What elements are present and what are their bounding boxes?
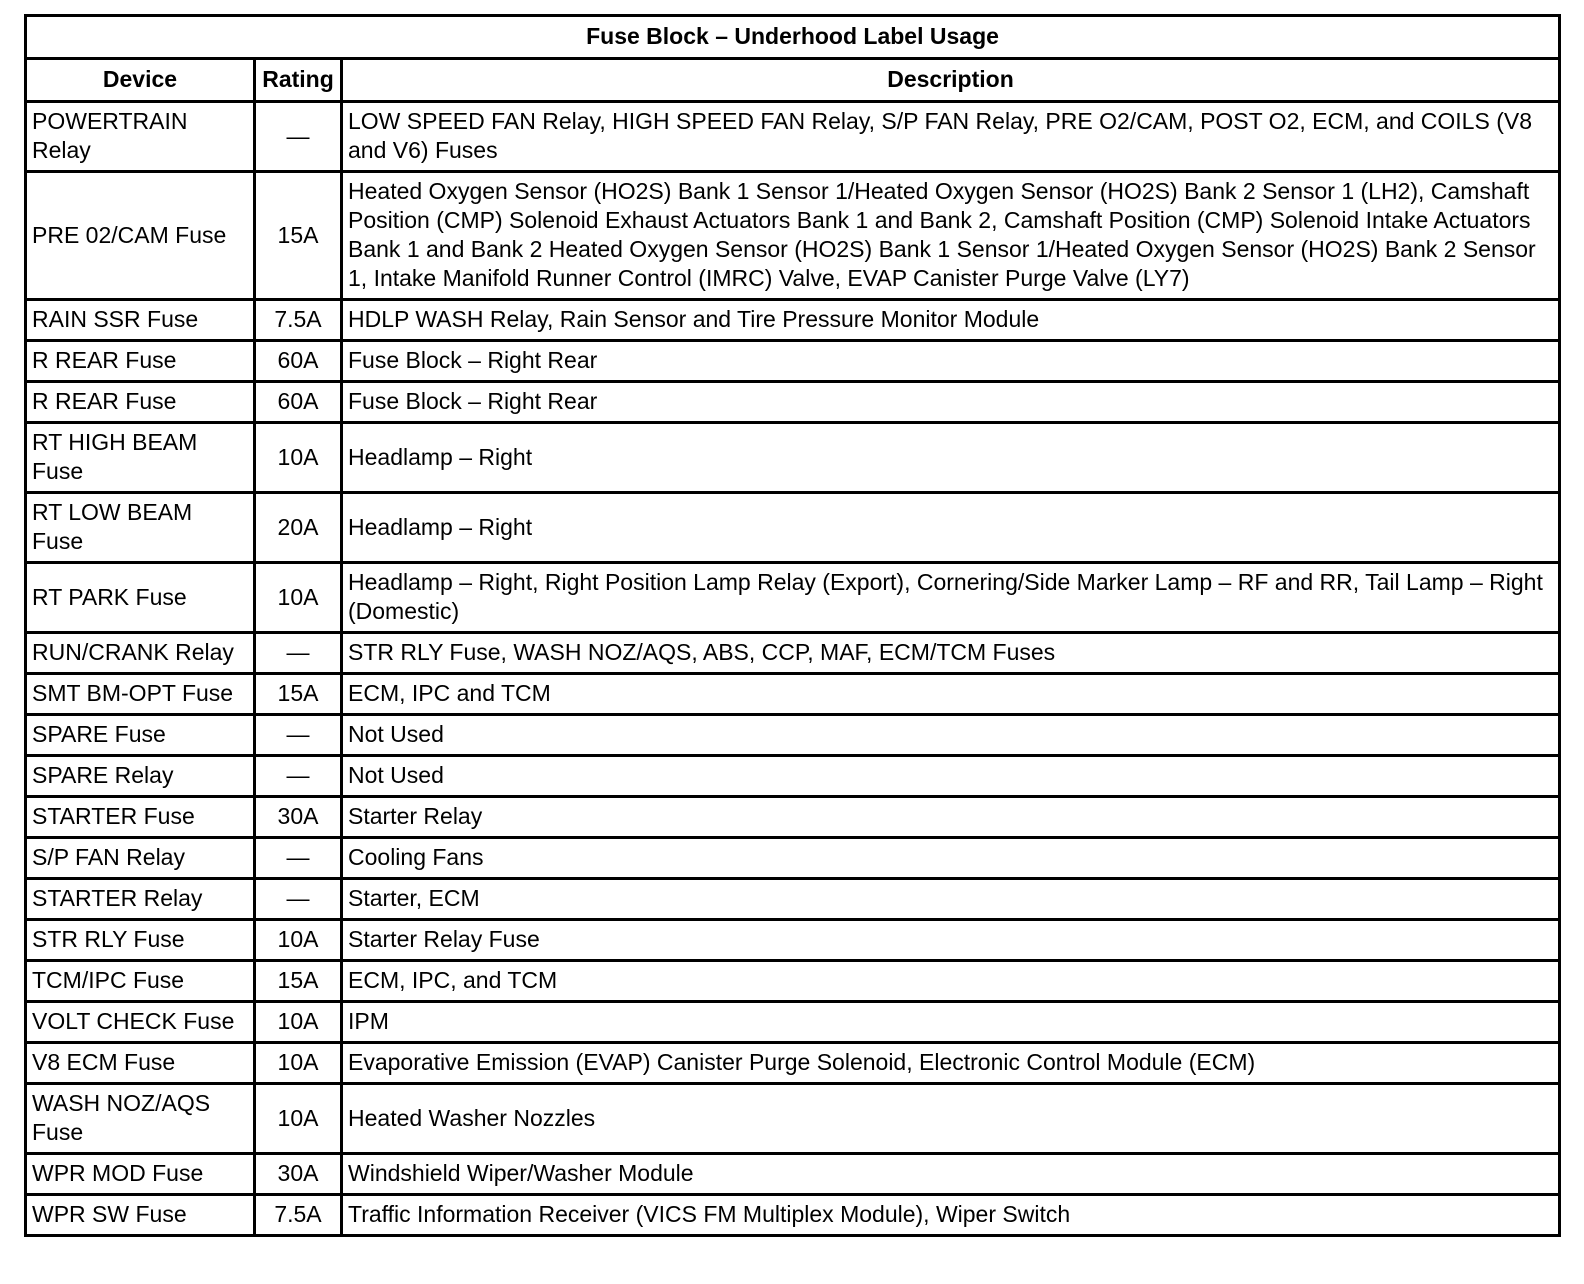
description-cell: Heated Oxygen Sensor (HO2S) Bank 1 Sensor 1/Heated Oxygen Sensor (HO2S) Bank 2 Sensor 1 (LH2), Camshaft Position (CMP) Solenoid Exhaust Actuators Bank 1 and Bank 2, Camshaft Position (CMP) Solenoid Intake Actuators Bank 1 and Bank 2 Heated Oxygen Sensor (HO2S) Bank 1 Sensor 1/Heated Oxygen Sensor (HO2S) Bank 2 Sensor 1, Intake Manifold Runner Control (IMRC) Valve, EVAP Canister Purge Valve (LY7) [342,172,1560,300]
rating-cell: — [255,879,342,920]
rating-cell: 60A [255,341,342,382]
table-row [26,341,1560,382]
table-row [26,1195,1560,1236]
device-cell: RT PARK Fuse [26,563,255,633]
table-row [26,382,1560,423]
rating-cell: 60A [255,382,342,423]
device-cell: VOLT CHECK Fuse [26,1002,255,1043]
description-cell: IPM [342,1002,1560,1043]
rating-cell: — [255,633,342,674]
device-cell: SMT BM-OPT Fuse [26,674,255,715]
description-cell: Not Used [342,715,1560,756]
table-row [26,1002,1560,1043]
description-cell: Cooling Fans [342,838,1560,879]
column-header-rating: Rating [255,59,342,102]
rating-cell: 30A [255,1154,342,1195]
rating-cell: 30A [255,797,342,838]
device-cell: S/P FAN Relay [26,838,255,879]
rating-cell: 7.5A [255,300,342,341]
rating-cell: 20A [255,493,342,563]
description-cell: Headlamp – Right [342,493,1560,563]
description-cell: Fuse Block – Right Rear [342,341,1560,382]
description-cell: Heated Washer Nozzles [342,1084,1560,1154]
table-row [26,102,1560,172]
table-title: Fuse Block – Underhood Label Usage [26,16,1560,59]
description-cell: Starter Relay [342,797,1560,838]
table-row [26,633,1560,674]
table-row [26,920,1560,961]
device-cell: SPARE Fuse [26,715,255,756]
rating-cell: 15A [255,674,342,715]
rating-cell: — [255,715,342,756]
description-cell: Evaporative Emission (EVAP) Canister Purge Solenoid, Electronic Control Module (ECM) [342,1043,1560,1084]
table-title-row [26,16,1560,59]
column-header-device: Device [26,59,255,102]
rating-cell: 10A [255,423,342,493]
table-row [26,172,1560,300]
device-cell: WPR SW Fuse [26,1195,255,1236]
description-cell: ECM, IPC and TCM [342,674,1560,715]
rating-cell: — [255,756,342,797]
device-cell: STR RLY Fuse [26,920,255,961]
table-row [26,1154,1560,1195]
device-cell: WPR MOD Fuse [26,1154,255,1195]
device-cell: R REAR Fuse [26,341,255,382]
rating-cell: 10A [255,1043,342,1084]
description-cell: Traffic Information Receiver (VICS FM Multiplex Module), Wiper Switch [342,1195,1560,1236]
table-row [26,838,1560,879]
table-row [26,674,1560,715]
description-cell: Not Used [342,756,1560,797]
description-cell: ECM, IPC, and TCM [342,961,1560,1002]
device-cell: STARTER Fuse [26,797,255,838]
rating-cell: 10A [255,920,342,961]
table-row [26,715,1560,756]
device-cell: RT HIGH BEAM Fuse [26,423,255,493]
description-cell: LOW SPEED FAN Relay, HIGH SPEED FAN Relay, S/P FAN Relay, PRE O2/CAM, POST O2, ECM, and COILS (V8 and V6) Fuses [342,102,1560,172]
device-cell: POWERTRAIN Relay [26,102,255,172]
device-cell: V8 ECM Fuse [26,1043,255,1084]
description-cell: Headlamp – Right [342,423,1560,493]
table-row [26,1043,1560,1084]
table-row [26,493,1560,563]
description-cell: Windshield Wiper/Washer Module [342,1154,1560,1195]
table-row [26,797,1560,838]
device-cell: PRE 02/CAM Fuse [26,172,255,300]
rating-cell: 10A [255,1002,342,1043]
rating-cell: — [255,838,342,879]
table-row [26,756,1560,797]
device-cell: RT LOW BEAM Fuse [26,493,255,563]
rating-cell: 7.5A [255,1195,342,1236]
table-row [26,563,1560,633]
table-header-row [26,59,1560,102]
description-cell: STR RLY Fuse, WASH NOZ/AQS, ABS, CCP, MAF, ECM/TCM Fuses [342,633,1560,674]
rating-cell: 10A [255,563,342,633]
fuse-block-table [24,14,1561,1237]
device-cell: RAIN SSR Fuse [26,300,255,341]
device-cell: SPARE Relay [26,756,255,797]
device-cell: RUN/CRANK Relay [26,633,255,674]
device-cell: TCM/IPC Fuse [26,961,255,1002]
description-cell: Headlamp – Right, Right Position Lamp Relay (Export), Cornering/Side Marker Lamp – RF and RR, Tail Lamp – Right (Domestic) [342,563,1560,633]
rating-cell: 15A [255,172,342,300]
description-cell: Starter, ECM [342,879,1560,920]
description-cell: HDLP WASH Relay, Rain Sensor and Tire Pressure Monitor Module [342,300,1560,341]
column-header-description: Description [342,59,1560,102]
rating-cell: 15A [255,961,342,1002]
table-row [26,300,1560,341]
description-cell: Fuse Block – Right Rear [342,382,1560,423]
rating-cell: 10A [255,1084,342,1154]
table-row [26,961,1560,1002]
device-cell: STARTER Relay [26,879,255,920]
description-cell: Starter Relay Fuse [342,920,1560,961]
device-cell: R REAR Fuse [26,382,255,423]
rating-cell: — [255,102,342,172]
table-row [26,423,1560,493]
table-row [26,879,1560,920]
device-cell: WASH NOZ/AQS Fuse [26,1084,255,1154]
table-row [26,1084,1560,1154]
